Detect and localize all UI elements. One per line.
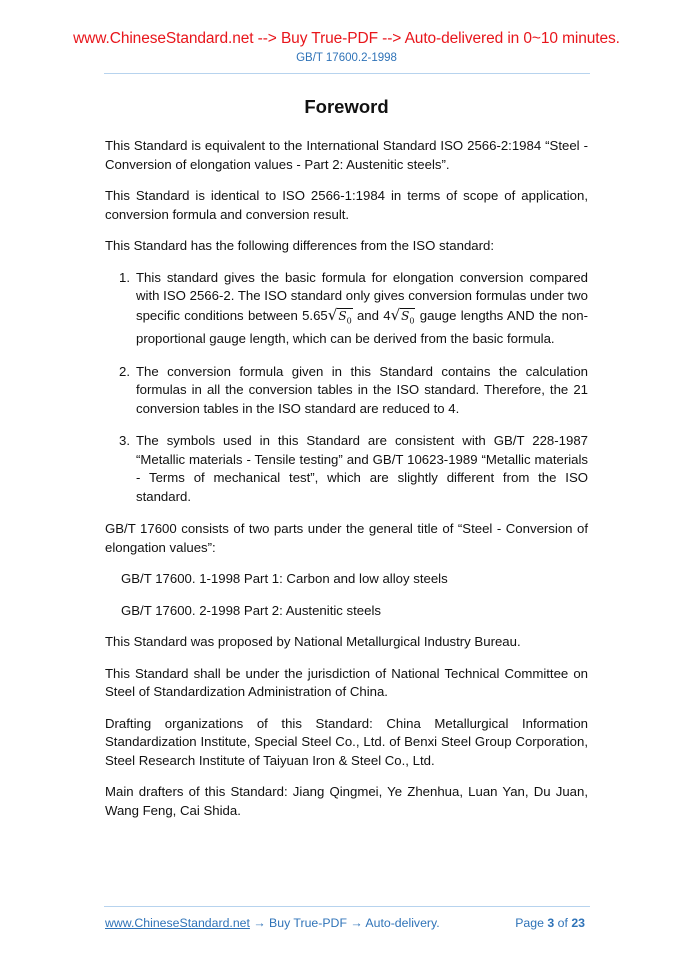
list-text: The symbols used in this Standard are consistent with GB/T 228-1987 “Metallic materials - Tensile testing” and GB/T 10623-1989 “Metallic materials - Terms of mechanical test”, which are slightly different from the ISO standard. (136, 433, 588, 504)
list-number: 1. (119, 269, 130, 285)
part-item: GB/T 17600. 2-1998 Part 2: Austenitic steels (121, 602, 381, 618)
list-text: This standard gives the basic formula for elongation conversion compared with ISO 2566-2. The ISO standard only gives conversion formulas under two specific conditions between $5.65√S_0$ and $4√S_0$ gauge lengths AND the non-proportional gauge length, which can be derived from the basic formula. (136, 269, 588, 347)
differences-list (105, 269, 588, 507)
paragraph-identical: This Standard is identical to ISO 2566-1:1984 in terms of scope of application, conversion formula and conversion result. (105, 188, 588, 222)
paragraph-drafting-orgs: Drafting organizations of this Standard: China Metallurgical Information Standardization Institute, Special Steel Co., Ltd. of Benxi Steel Group Corporation, Steel Research Institute of Taiyuan Iron & Steel Co., Ltd. (105, 715, 588, 768)
footer-site-link[interactable]: www.ChineseStandard.net (105, 916, 250, 930)
sqrt-s0-formula: $√S_0$ (327, 305, 352, 325)
sqrt-s0-formula: $√S_0$ (390, 305, 415, 325)
header-divider (104, 73, 590, 74)
formula-coefficient-2: 4 (383, 307, 391, 323)
list-text: The conversion formula given in this Standard contains the calculation formulas in all the conversion tables in the ISO standard. Therefore, the 21 conversion tables in the ISO standard are reduced to 4. (136, 363, 588, 416)
paragraph-differences-intro: This Standard has the following differences from the ISO standard: (105, 238, 494, 253)
page-title: Foreword (304, 96, 389, 117)
page-indicator: Page 3 of 23 (515, 916, 585, 930)
footer-tagline: → Buy True-PDF → Auto-delivery. (249, 916, 440, 930)
current-page: 3 (547, 916, 555, 930)
part-item: GB/T 17600. 1-1998 Part 1: Carbon and low alloy steels (121, 571, 448, 587)
paragraph-equivalence: This Standard is equivalent to the International Standard ISO 2566-2:1984 “Steel - Conversion of elongation values - Part 2: Austenitic steels”. (105, 138, 588, 172)
radical-icon: √ (390, 305, 401, 324)
formula-coefficient-1: 5.65 (302, 307, 328, 323)
list-item (105, 432, 588, 506)
list-item (105, 269, 588, 349)
paragraph-jurisdiction: This Standard shall be under the jurisdiction of National Technical Committee on Steel of Standardization Administration of China. (105, 665, 588, 700)
paragraph-parts-intro: GB/T 17600 consists of two parts under the general title of “Steel - Conversion of elongation values”: (105, 521, 588, 555)
page-footer (105, 916, 585, 930)
list-number: 2. (119, 363, 130, 379)
list-number: 3. (119, 433, 130, 449)
paragraph-proposed: This Standard was proposed by National Metallurgical Industry Bureau. (105, 634, 521, 650)
radical-icon: √ (327, 305, 338, 324)
document-body (105, 137, 588, 833)
footer-divider (104, 906, 590, 907)
promo-banner[interactable]: www.ChineseStandard.net --> Buy True-PDF --> Auto-delivered in 0~10 minutes. (73, 30, 620, 47)
paragraph-drafters: Main drafters of this Standard: Jiang Qingmei, Ye Zhenhua, Luan Yan, Du Juan, Wang Feng, Cai Shida. (105, 784, 588, 818)
document-code: GB/T 17600.2-1998 (296, 52, 397, 64)
total-pages: 23 (571, 916, 585, 930)
list-item (105, 363, 588, 419)
